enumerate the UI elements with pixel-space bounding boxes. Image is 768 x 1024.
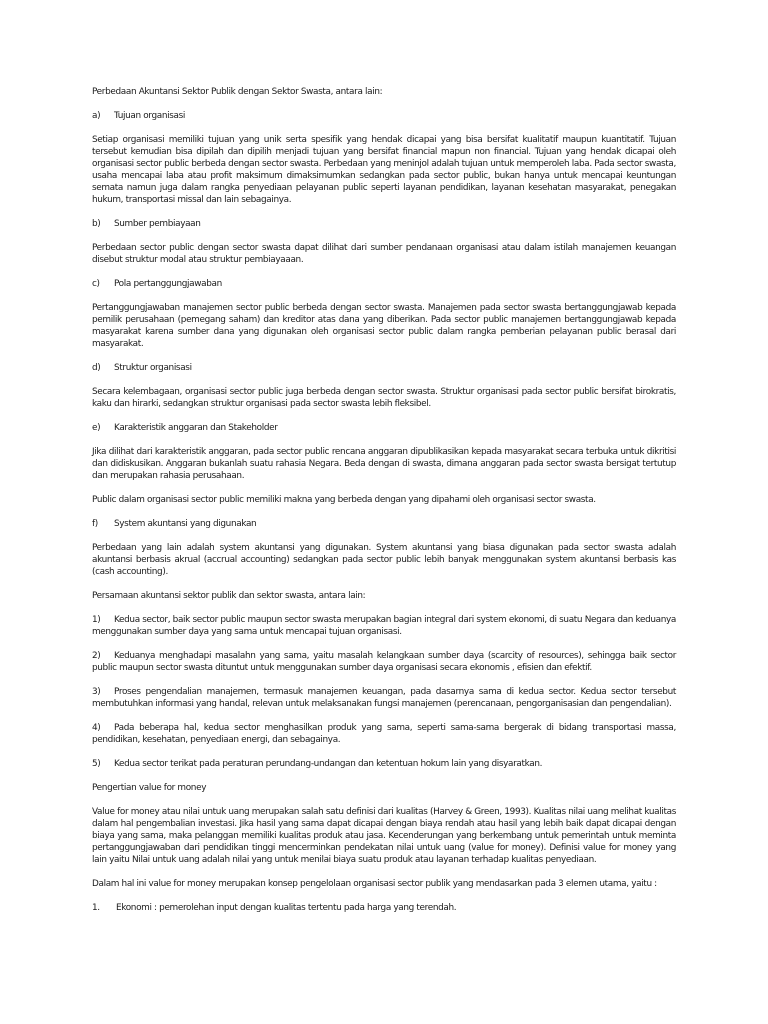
- document-title: Perbedaan Akuntansi Sektor Publik dengan Sektor Swasta, antara lain:: [92, 87, 383, 97]
- section-paragraph: Perbedaan sector public dengan sector swasta dapat dilihat dari sumber pendanaan organisasi atau dalam istilah manajemen keuangan disebut struktur modal atau struktur pembiayaaan.: [92, 243, 676, 265]
- section-label: b): [92, 219, 101, 229]
- similarity-item: [92, 722, 676, 746]
- section-paragraph: Setiap organisasi memiliki tujuan yang unik serta spesifik yang hendak dicapai yang bisa bersifat kualitatif maupun kuantitatif. Tujuan tersebut kemudian bisa dipilah dan dipilih menjadi tujuan yang bersifat financial mapun non financial. Tujuan yang hendak dicapai oleh organisasi sector public berbeda dengan sector swasta. Perbedaan yang meninjol adalah tujuan untuk memperoleh laba. Pada sector swasta, usaha mencapai laba atau profit maksimum dimaksimumkan sedangkan pada sector public, bukan hanya untuk mencapai keuntungan semata namun juga dalam rangka penyediaan pelayanan public seperti layanan pendidikan, layanan kesehatan masyarakat, penegakan hukum, transportasi missal dan lain sebagainya.: [92, 135, 676, 205]
- section-title: Struktur organisasi: [114, 363, 192, 373]
- section-paragraph: Jika dilihat dari karakteristik anggaran, pada sector public rencana anggaran dipublikasikan kepada masyarakat secara terbuka untuk dikritisi dan didiskusikan. Anggaran bukanlah suatu rahasia Negara. Beda dengan di swasta, dimana anggaran pada sector swasta bersigat tertutup dan merupakan rahasia perusahaan.: [92, 447, 676, 481]
- section-title: Pola pertanggungjawaban: [114, 279, 222, 289]
- section-label: d): [92, 363, 101, 373]
- section-paragraph: Perbedaan yang lain adalah system akuntansi yang digunakan. System akuntansi yang biasa digunakan pada sector swasta adalah akuntansi berbasis akrual (accrual accounting) sedangkan pada sector public lebih banyak menggunakan system akuntansi berbasis kas (cash accounting).: [92, 543, 676, 577]
- section-label: e): [92, 423, 101, 433]
- item-text: Kedua sector terikat pada peraturan perundang-undangan dan ketentuan hokum lain yang disyaratkan.: [114, 759, 543, 769]
- similarities-title: Persamaan akuntansi sektor publik dan sektor swasta, antara lain:: [92, 591, 366, 601]
- section-title: Sumber pembiayaan: [114, 219, 201, 229]
- item-text: Pada beberapa hal, kedua sector menghasilkan produk yang sama, seperti sama-sama bergerak di bidang transportasi massa, pendidikan, kesehatan, penyediaan energi, dan sebagainya.: [92, 723, 676, 745]
- similarity-item: [92, 650, 676, 674]
- item-number: 2): [92, 651, 101, 661]
- item-number: 4): [92, 723, 101, 733]
- section-paragraph: Secara kelembagaan, organisasi sector public juga berbeda dengan sector swasta. Struktur organisasi pada sector public bersifat birokratis, kaku dan hirarki, sedangkan struktur organisasi pada sector swasta lebih fleksibel.: [92, 387, 676, 409]
- section-heading-tujuan: [92, 110, 676, 122]
- similarity-item: [92, 686, 676, 710]
- section-title: System akuntansi yang digunakan: [114, 519, 257, 529]
- similarity-item: [92, 614, 676, 638]
- item-number: 1.: [92, 903, 100, 913]
- item-number: 3): [92, 687, 101, 697]
- vfm-paragraph: Value for money atau nilai untuk uang merupakan salah satu definisi dari kualitas (Harvey & Green, 1993). Kualitas nilai uang melihat kualitas dalam hal pengembalian investasi. Jika hasil yang sama dapat dicapai dengan biaya rendah atau hasil yang lebih baik dapat dicapai dengan biaya yang sama, maka pelanggan memiliki kualitas produk atau jasa. Kecenderungan yang berkembang untuk pemerintah untuk meminta pertanggungjawaban dari pendidikan tinggi mencerminkan pendekatan nilai untuk uang (value for money). Definisi value for money yang lain yaitu Nilai untuk uang adalah nilai yang untuk menilai biaya suatu produk atau layanan terhadap kualitas penyediaan.: [92, 807, 676, 865]
- item-text: Kedua sector, baik sector public maupun sector swasta merupakan bagian integral dari system ekonomi, di suatu Negara dan keduanya menggunakan sumber daya yang sama untuk mencapai tujuan organisasi.: [92, 615, 676, 637]
- section-title: Karakteristik anggaran dan Stakeholder: [114, 423, 278, 433]
- section-paragraph: Pertanggungjawaban manajemen sector public berbeda dengan sector swasta. Manajemen pada sector swasta bertanggungjawab kepada pemilik perusahaan (pemegang saham) dan kreditor atas dana yang diberikan. Pada sector public manajemen bertanggungjawab kepada masyarakat karena sumber dana yang digunakan oleh organisasi sector public dalam rangka pemberian pelayanan public berasal dari masyarakat.: [92, 303, 676, 349]
- item-text: Keduanya menghadapi masalahn yang sama, yaitu masalah kelangkaan sumber daya (scarcity of resources), sehingga baik sector public maupun sector swasta dituntut untuk menggunakan sumber daya organisasi secara ekonomis , efisien dan efektif.: [92, 651, 676, 673]
- section-label: a): [92, 111, 101, 121]
- document-page: [92, 86, 676, 914]
- section-heading-pola-pertanggungjawaban: [92, 278, 676, 290]
- vfm-element-item: [92, 902, 676, 914]
- section-heading-sumber-pembiayaan: [92, 218, 676, 230]
- section-heading-system-akuntansi: [92, 518, 676, 530]
- item-number: 5): [92, 759, 101, 769]
- vfm-intro: Dalam hal ini value for money merupakan konsep pengelolaan organisasi sector publik yang mendasarkan pada 3 elemen utama, yaitu :: [92, 879, 657, 889]
- section-paragraph: Public dalam organisasi sector public memiliki makna yang berbeda dengan yang dipahami oleh organisasi sector swasta.: [92, 495, 596, 505]
- similarity-item: [92, 758, 676, 770]
- section-heading-struktur-organisasi: [92, 362, 676, 374]
- item-text: Ekonomi : pemerolehan input dengan kualitas tertentu pada harga yang terendah.: [116, 903, 457, 913]
- section-heading-karakteristik-anggaran: [92, 422, 676, 434]
- section-label: c): [92, 279, 100, 289]
- vfm-title: Pengertian value for money: [92, 783, 207, 793]
- item-text: Proses pengendalian manajemen, termasuk manajemen keuangan, pada dasarnya sama di kedua sector. Kedua sector tersebut membutuhkan informasi yang handal, relevan untuk melaksanakan fungsi manajemen (perencanaan, pengorganisasian dan pengendalian).: [92, 687, 676, 709]
- section-label: f): [92, 519, 98, 529]
- item-number: 1): [92, 615, 101, 625]
- section-title: Tujuan organisasi: [114, 111, 185, 121]
